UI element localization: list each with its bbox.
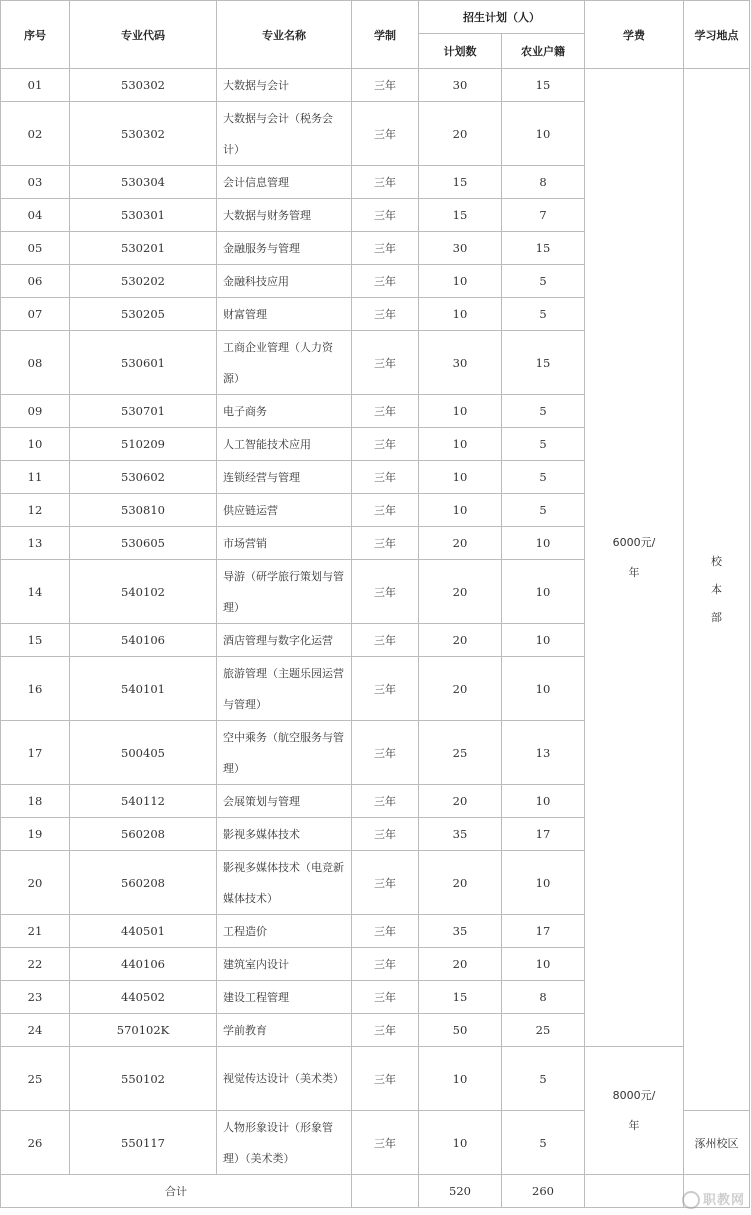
row-name: 工程造价 [217, 915, 352, 948]
header-name: 专业名称 [217, 1, 352, 69]
row-duration: 三年 [352, 1111, 419, 1175]
row-rural: 8 [502, 166, 585, 199]
row-name: 人物形象设计（形象管理）（美术类） [217, 1111, 352, 1175]
total-label: 合计 [1, 1175, 352, 1208]
header-seq: 序号 [1, 1, 70, 69]
row-plan: 15 [419, 981, 502, 1014]
row-name: 供应链运营 [217, 494, 352, 527]
row-duration: 三年 [352, 948, 419, 981]
row-code: 530304 [70, 166, 217, 199]
row-rural: 10 [502, 624, 585, 657]
row-code: 530810 [70, 494, 217, 527]
row-code: 530605 [70, 527, 217, 560]
row-code: 510209 [70, 428, 217, 461]
row-rural: 5 [502, 1047, 585, 1111]
row-rural: 10 [502, 657, 585, 721]
row-seq: 13 [1, 527, 70, 560]
row-name: 工商企业管理（人力资源） [217, 331, 352, 395]
row-duration: 三年 [352, 657, 419, 721]
row-seq: 09 [1, 395, 70, 428]
row-code: 570102K [70, 1014, 217, 1047]
row-plan: 50 [419, 1014, 502, 1047]
row-seq: 15 [1, 624, 70, 657]
row-seq: 05 [1, 232, 70, 265]
row-duration: 三年 [352, 624, 419, 657]
row-duration: 三年 [352, 494, 419, 527]
row-name: 影视多媒体技术 [217, 818, 352, 851]
row-duration: 三年 [352, 560, 419, 624]
header-fee: 学费 [585, 1, 684, 69]
row-duration: 三年 [352, 199, 419, 232]
row-duration: 三年 [352, 1047, 419, 1111]
table-row [1, 1047, 750, 1111]
row-seq: 20 [1, 851, 70, 915]
total-row [1, 1175, 750, 1208]
row-code: 540106 [70, 624, 217, 657]
row-rural: 10 [502, 948, 585, 981]
row-duration: 三年 [352, 395, 419, 428]
row-duration: 三年 [352, 721, 419, 785]
row-rural: 17 [502, 818, 585, 851]
row-name: 影视多媒体技术（电竞新媒体技术） [217, 851, 352, 915]
row-name: 建筑室内设计 [217, 948, 352, 981]
row-code: 540112 [70, 785, 217, 818]
row-rural: 10 [502, 102, 585, 166]
row-seq: 24 [1, 1014, 70, 1047]
row-code: 530201 [70, 232, 217, 265]
row-duration: 三年 [352, 331, 419, 395]
row-plan: 25 [419, 721, 502, 785]
row-duration: 三年 [352, 265, 419, 298]
row-rural: 25 [502, 1014, 585, 1047]
row-duration: 三年 [352, 851, 419, 915]
row-name: 大数据与会计（税务会计） [217, 102, 352, 166]
total-fee-empty [585, 1175, 684, 1208]
row-plan: 20 [419, 102, 502, 166]
fee-art-cell [585, 1047, 684, 1175]
row-rural: 7 [502, 199, 585, 232]
row-duration: 三年 [352, 1014, 419, 1047]
row-plan: 30 [419, 69, 502, 102]
row-seq: 11 [1, 461, 70, 494]
row-plan: 10 [419, 298, 502, 331]
header-plan-group: 招生计划（人） [419, 1, 585, 34]
row-plan: 20 [419, 851, 502, 915]
row-duration: 三年 [352, 69, 419, 102]
row-duration: 三年 [352, 428, 419, 461]
row-code: 440106 [70, 948, 217, 981]
watermark [682, 1189, 745, 1210]
row-code: 550117 [70, 1111, 217, 1175]
row-plan: 35 [419, 915, 502, 948]
row-rural: 5 [502, 395, 585, 428]
row-plan: 10 [419, 1111, 502, 1175]
row-plan: 20 [419, 785, 502, 818]
row-code: 530202 [70, 265, 217, 298]
row-duration: 三年 [352, 785, 419, 818]
row-name: 会展策划与管理 [217, 785, 352, 818]
watermark-text: 职教网 [702, 1192, 745, 1208]
row-name: 建设工程管理 [217, 981, 352, 1014]
row-name: 视觉传达设计（美术类） [217, 1047, 352, 1111]
row-duration: 三年 [352, 102, 419, 166]
header-location: 学习地点 [684, 1, 750, 69]
row-name: 连锁经营与管理 [217, 461, 352, 494]
row-seq: 26 [1, 1111, 70, 1175]
row-plan: 10 [419, 428, 502, 461]
row-plan: 30 [419, 331, 502, 395]
total-plan: 520 [419, 1175, 502, 1208]
header-plan-total: 计划数 [419, 34, 502, 69]
row-seq: 14 [1, 560, 70, 624]
row-code: 540102 [70, 560, 217, 624]
row-name: 导游（研学旅行策划与管理） [217, 560, 352, 624]
row-duration: 三年 [352, 298, 419, 331]
row-code: 530205 [70, 298, 217, 331]
row-plan: 15 [419, 166, 502, 199]
location-main-cell [684, 69, 750, 1111]
row-seq: 10 [1, 428, 70, 461]
row-rural: 5 [502, 265, 585, 298]
row-plan: 20 [419, 560, 502, 624]
row-seq: 03 [1, 166, 70, 199]
row-rural: 10 [502, 527, 585, 560]
total-rural: 260 [502, 1175, 585, 1208]
row-duration: 三年 [352, 166, 419, 199]
row-plan: 10 [419, 494, 502, 527]
row-rural: 5 [502, 298, 585, 331]
header-plan-rural: 农业户籍 [502, 34, 585, 69]
row-name: 大数据与会计 [217, 69, 352, 102]
row-rural: 5 [502, 461, 585, 494]
row-duration: 三年 [352, 981, 419, 1014]
location-branch: 涿州校区 [684, 1111, 750, 1175]
row-name: 大数据与财务管理 [217, 199, 352, 232]
row-seq: 23 [1, 981, 70, 1014]
row-seq: 22 [1, 948, 70, 981]
row-code: 550102 [70, 1047, 217, 1111]
row-rural: 5 [502, 1111, 585, 1175]
row-code: 500405 [70, 721, 217, 785]
row-seq: 17 [1, 721, 70, 785]
header-code: 专业代码 [70, 1, 217, 69]
row-rural: 15 [502, 69, 585, 102]
row-rural: 5 [502, 494, 585, 527]
row-name: 旅游管理（主题乐园运营与管理） [217, 657, 352, 721]
row-name: 电子商务 [217, 395, 352, 428]
row-rural: 5 [502, 428, 585, 461]
row-seq: 18 [1, 785, 70, 818]
total-duration-empty [352, 1175, 419, 1208]
row-code: 530602 [70, 461, 217, 494]
header-duration: 学制 [352, 1, 419, 69]
row-plan: 20 [419, 527, 502, 560]
row-plan: 20 [419, 657, 502, 721]
table-row [1, 69, 750, 102]
row-duration: 三年 [352, 527, 419, 560]
row-duration: 三年 [352, 915, 419, 948]
row-plan: 10 [419, 265, 502, 298]
row-code: 530302 [70, 102, 217, 166]
row-seq: 21 [1, 915, 70, 948]
row-code: 560208 [70, 818, 217, 851]
row-plan: 10 [419, 395, 502, 428]
row-duration: 三年 [352, 232, 419, 265]
row-code: 530601 [70, 331, 217, 395]
watermark-logo-icon [682, 1191, 700, 1209]
row-plan: 20 [419, 624, 502, 657]
row-plan: 35 [419, 818, 502, 851]
table-body [1, 69, 750, 1175]
row-seq: 01 [1, 69, 70, 102]
row-code: 530301 [70, 199, 217, 232]
row-code: 440501 [70, 915, 217, 948]
row-rural: 10 [502, 851, 585, 915]
row-code: 440502 [70, 981, 217, 1014]
row-rural: 13 [502, 721, 585, 785]
row-code: 540101 [70, 657, 217, 721]
fee-main-cell [585, 69, 684, 1047]
row-name: 金融科技应用 [217, 265, 352, 298]
row-code: 530302 [70, 69, 217, 102]
row-seq: 06 [1, 265, 70, 298]
fee-art: 8000元/年 [612, 1088, 656, 1132]
row-seq: 12 [1, 494, 70, 527]
row-name: 人工智能技术应用 [217, 428, 352, 461]
row-name: 财富管理 [217, 298, 352, 331]
row-plan: 30 [419, 232, 502, 265]
row-plan: 15 [419, 199, 502, 232]
location-main: 校本部 [711, 554, 722, 624]
row-seq: 25 [1, 1047, 70, 1111]
row-name: 空中乘务（航空服务与管理） [217, 721, 352, 785]
row-seq: 04 [1, 199, 70, 232]
row-duration: 三年 [352, 461, 419, 494]
row-seq: 16 [1, 657, 70, 721]
row-rural: 10 [502, 785, 585, 818]
row-plan: 20 [419, 948, 502, 981]
row-seq: 02 [1, 102, 70, 166]
row-code: 560208 [70, 851, 217, 915]
row-rural: 15 [502, 232, 585, 265]
row-seq: 19 [1, 818, 70, 851]
row-plan: 10 [419, 461, 502, 494]
row-name: 酒店管理与数字化运营 [217, 624, 352, 657]
row-plan: 10 [419, 1047, 502, 1111]
row-seq: 07 [1, 298, 70, 331]
row-rural: 17 [502, 915, 585, 948]
row-duration: 三年 [352, 818, 419, 851]
row-name: 金融服务与管理 [217, 232, 352, 265]
row-code: 530701 [70, 395, 217, 428]
fee-main: 6000元/年 [612, 535, 656, 579]
row-name: 会计信息管理 [217, 166, 352, 199]
row-seq: 08 [1, 331, 70, 395]
row-name: 市场营销 [217, 527, 352, 560]
row-name: 学前教育 [217, 1014, 352, 1047]
row-rural: 8 [502, 981, 585, 1014]
row-rural: 10 [502, 560, 585, 624]
row-rural: 15 [502, 331, 585, 395]
